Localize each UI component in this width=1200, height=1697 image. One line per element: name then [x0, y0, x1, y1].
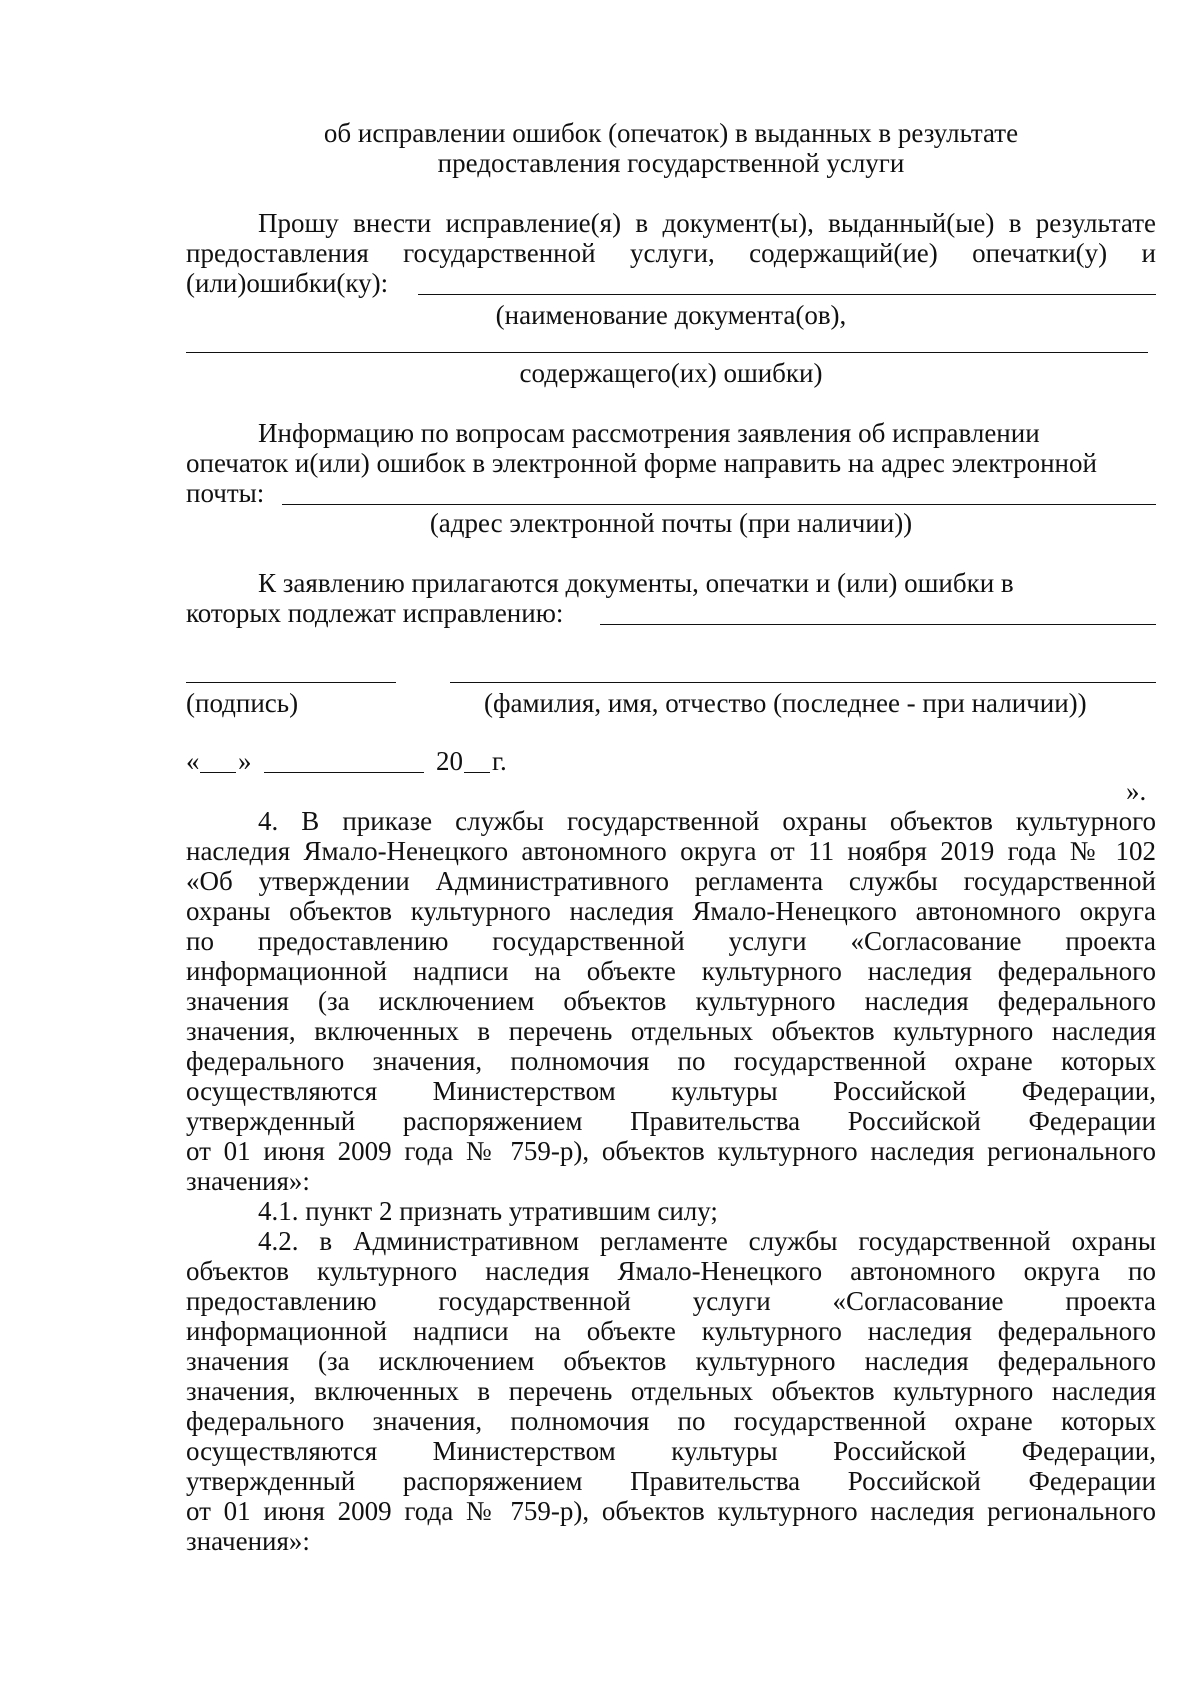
- item-4-line: информационной надписи на объекте культурного наследия федерального: [186, 956, 1156, 986]
- item-4-2-line: предоставлению государственной услуги «Согласование проекта: [186, 1286, 1156, 1316]
- request-line-1: Прошу внести исправление(я) в документ(ы), выданный(ые) в результате: [258, 208, 1156, 238]
- item-4-line: осуществляются Министерством культуры Российской Федерации,: [186, 1076, 1156, 1106]
- date-month-field[interactable]: [264, 772, 424, 773]
- item-4-line: по предоставлению государственной услуги «Согласование проекта: [186, 926, 1156, 956]
- attachments-line-1: К заявлению прилагаются документы, опечатки и (или) ошибки в: [258, 568, 1014, 598]
- item-4-line: утвержденный распоряжением Правительства Российской Федерации: [186, 1106, 1156, 1136]
- date-year-prefix: 20: [436, 746, 463, 776]
- item-4-line: наследия Ямало-Ненецкого автономного округа от 11 ноября 2019 года № 102: [186, 836, 1156, 866]
- item-4-1: 4.1. пункт 2 признать утратившим силу;: [258, 1196, 718, 1226]
- date-year-field[interactable]: [464, 772, 490, 773]
- form-title-line-1: об исправлении ошибок (опечаток) в выданных в результате: [323, 118, 1019, 148]
- document-name-field-2[interactable]: [186, 352, 1148, 353]
- date-open-quote: «: [186, 746, 200, 776]
- item-4-line: 4. В приказе службы государственной охраны объектов культурного: [258, 806, 1156, 836]
- email-caption: (адрес электронной почты (при наличии)): [429, 508, 913, 538]
- full-name-caption: (фамилия, имя, отчество (последнее - при наличии)): [484, 688, 1087, 718]
- document-name-caption: (наименование документа(ов),: [495, 300, 847, 330]
- full-name-field[interactable]: [450, 682, 1156, 683]
- item-4-2-line: 4.2. в Административном регламенте службы государственной охраны: [258, 1226, 1156, 1256]
- signature-caption: (подпись): [186, 688, 299, 718]
- info-line-3: почты:: [186, 478, 265, 508]
- item-4-line: «Об утверждении Административного регламента службы государственной: [186, 866, 1156, 896]
- item-4-2-line: федерального значения, полномочия по государственной охране которых: [186, 1406, 1156, 1436]
- item-4-line: охраны объектов культурного наследия Ямало-Ненецкого автономного округа: [186, 896, 1156, 926]
- item-4-2-line: утвержденный распоряжением Правительства Российской Федерации: [186, 1466, 1156, 1496]
- request-line-2: предоставления государственной услуги, содержащий(ие) опечатки(у) и: [186, 238, 1156, 268]
- attachments-line-2: которых подлежат исправлению:: [186, 598, 564, 628]
- item-4-2-line: значения (за исключением объектов культурного наследия федерального: [186, 1346, 1156, 1376]
- item-4-2-line: значения»:: [186, 1526, 310, 1556]
- date-day-field[interactable]: [200, 772, 236, 773]
- document-errors-caption: содержащего(их) ошибки): [519, 358, 823, 388]
- info-line-1: Информацию по вопросам рассмотрения заявления об исправлении: [258, 418, 1040, 448]
- item-4-line: значения»:: [186, 1166, 310, 1196]
- request-line-3: (или)ошибки(ку):: [186, 268, 389, 298]
- item-4-line: значения, включенных в перечень отдельных объектов культурного наследия: [186, 1016, 1156, 1046]
- item-4-2-line: объектов культурного наследия Ямало-Ненецкого автономного округа по: [186, 1256, 1156, 1286]
- info-line-2: опечаток и(или) ошибок в электронной форме направить на адрес электронной: [186, 448, 1097, 478]
- item-4-2-line: значения, включенных в перечень отдельных объектов культурного наследия: [186, 1376, 1156, 1406]
- attachments-field[interactable]: [600, 624, 1156, 625]
- document-name-field[interactable]: [418, 294, 1156, 295]
- signature-field[interactable]: [186, 682, 396, 683]
- item-4-2-line: осуществляются Министерством культуры Российской Федерации,: [186, 1436, 1156, 1466]
- item-4-2-line: информационной надписи на объекте культурного наследия федерального: [186, 1316, 1156, 1346]
- item-4-line: от 01 июня 2009 года № 759-р), объектов культурного наследия регионального: [186, 1136, 1156, 1166]
- item-4-line: значения (за исключением объектов культурного наследия федерального: [186, 986, 1156, 1016]
- date-close-quote: »: [238, 746, 252, 776]
- item-4-line: федерального значения, полномочия по государственной охране которых: [186, 1046, 1156, 1076]
- date-year-suffix: г.: [492, 746, 507, 776]
- email-field[interactable]: [282, 504, 1156, 505]
- form-title-line-2: предоставления государственной услуги: [437, 148, 905, 178]
- item-4-2-line: от 01 июня 2009 года № 759-р), объектов культурного наследия регионального: [186, 1496, 1156, 1526]
- closing-quote: ».: [1126, 776, 1147, 806]
